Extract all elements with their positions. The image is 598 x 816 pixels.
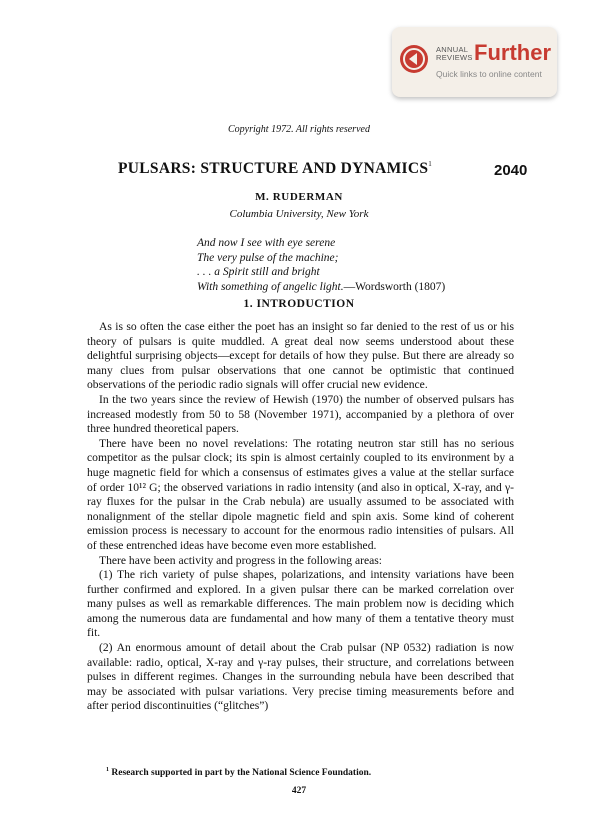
article-title-text: PULSARS: STRUCTURE AND DYNAMICS xyxy=(118,160,429,177)
author-name: M. RUDERMAN xyxy=(255,191,343,203)
paragraph: In the two years since the review of Hewish (1970) the number of observed pulsars has increased modestly from 50 to 58 (November 1971), accompanied by a plethora of over three hundred theoretical papers. xyxy=(87,392,514,436)
body-text xyxy=(87,320,514,714)
badge-annual-reviews-label: ANNUAL REVIEWS xyxy=(436,45,473,62)
footnote-mark: 1 xyxy=(106,767,109,773)
epigraph xyxy=(197,236,445,294)
article-code: 2040 xyxy=(494,162,528,179)
paragraph: As is so often the case either the poet has an insight so far denied to the rest of us or his theory of pulsars is quite muddled. A great deal now seems understood about these delightful surprising objects—except for details of how they pulse. But there are already so many clues from pulsar observations that one cannot be optimistic that continued observations of the periodic radio signals will offer crucial new evidence. xyxy=(87,320,514,392)
paragraph: (2) An enormous amount of detail about the Crab pulsar (NP 0532) radiation is now available: radio, optical, X-ray and γ-ray pulses, their structure, and correlations between pulses in different regimes. Changes in the surrounding nebula have been described that may be associated with pulsar variations. Very precise timing measurements before and after period discontinuities (“glitches”) xyxy=(87,641,514,713)
epigraph-attribution: —Wordsworth (1807) xyxy=(343,280,446,293)
paragraph: (1) The rich variety of pulse shapes, polarizations, and intensity variations have been further confirmed and explored. In a given pulsar there can be marked correlation over many pulses as well as remarkable differences. The main problem now is deciding which among the numerous data are fundamental and how many of them a tentative theory must fit. xyxy=(87,568,514,640)
footnote-text: Research supported in part by the National Science Foundation. xyxy=(111,768,372,778)
epigraph-last-line: With something of angelic light. xyxy=(197,280,344,293)
paragraph: There have been no novel revelations: The rotating neutron star still has no serious competitor as the pulsar clock; its spin is almost certainly coupled to its environment by a huge magnetic field for which a consensus of estimates gives a value at the stellar surface of order 10¹² G; the observed variations in radio intensity (and also in optical, X-ray, and γ-ray fluxes for the pulsar in the Crab nebula) are usually assumed to be associated with nonalignment of the stellar dipole magnetic field and spin axis. Some kind of coherent emission process is necessary to account for the enormous radio intensities of pulsars. All of these entrenched ideas have become even more established. xyxy=(87,436,514,552)
footnote xyxy=(106,767,371,778)
article-title xyxy=(118,160,432,178)
epigraph-line: And now I see with eye serene xyxy=(197,237,336,249)
author-affiliation: Columbia University, New York xyxy=(229,208,369,220)
badge-subtitle: Quick links to online content xyxy=(436,69,542,79)
section-heading: 1. INTRODUCTION xyxy=(243,298,355,310)
badge-further-label: Further xyxy=(474,40,551,65)
title-footnote-mark: 1 xyxy=(428,160,433,168)
epigraph-line: The very pulse of the machine; xyxy=(197,251,339,264)
page-number: 427 xyxy=(291,786,307,796)
epigraph-line xyxy=(197,280,445,295)
copyright-notice: Copyright 1972. All rights reserved xyxy=(228,124,370,135)
epigraph-line: . . . a Spirit still and bright xyxy=(197,266,320,278)
paragraph: There have been activity and progress in the following areas: xyxy=(99,553,382,567)
further-badge[interactable] xyxy=(392,27,557,97)
annual-reviews-logo-icon xyxy=(399,44,429,74)
